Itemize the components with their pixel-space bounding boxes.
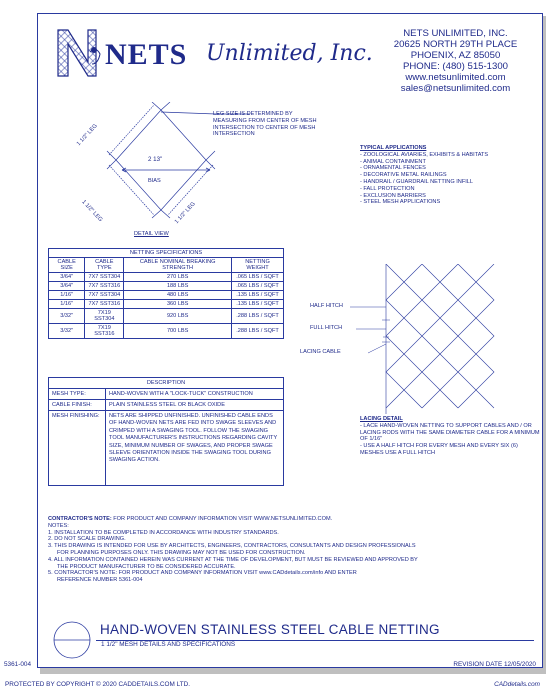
application-item: - HANDRAIL / GUARDRAIL NETTING INFILL (360, 178, 474, 185)
section-circle (52, 620, 92, 660)
table-cell: 7X7 SST304 (85, 273, 124, 282)
reference-number: 5361-004 (4, 661, 32, 668)
table-row (49, 282, 284, 291)
table-cell: .065 LBS / SQFT (232, 273, 284, 282)
specs-title: NETTING SPECIFICATIONS (49, 249, 284, 258)
brand-unlimited: Unlimited, Inc. (206, 41, 373, 66)
company-phone: PHONE: (480) 515-1300 (402, 61, 509, 72)
mesh-type-label: MESH TYPE: (49, 389, 106, 400)
col-header: CABLE SIZE (49, 258, 85, 273)
table-cell: .065 LBS / SQFT (232, 282, 284, 291)
company-address-line2: PHOENIX, AZ 85050 (410, 50, 501, 61)
company-address-block (368, 28, 543, 94)
note-item: 2. DO NOT SCALE DRAWING. (48, 536, 126, 543)
mesh-finishing-label: MESH FINISHING: (49, 411, 106, 486)
caddetails-site[interactable]: CADdetails.com (494, 681, 540, 688)
table-cell: .288 LBS / SQFT (232, 309, 284, 324)
mesh-finishing-value: NETS ARE SHIPPED UNFINISHED. UNFINISHED CABLE ENDS OF HAND-WOVEN NETS ARE FED INTO SWAGE SLEEVES AND CRIMPED WITH A SWAGING TOOL. FOLLOW THE SWAGING TOOL MANUFACTURER'S INSTRUCTIONS REGARDING CAVITY SIZE, MINIMUM NUMBER OF SWAGES, AND PROPER SWAGE SLEEVE ORIENTATION INSIDE THE SWAGING TOOL DURING SWAGING ACTION. (106, 411, 284, 486)
application-item: - ANIMAL CONTAINMENT (360, 158, 426, 165)
table-row (49, 324, 284, 339)
table-cell: 3/32" (49, 324, 85, 339)
application-item: - STEEL MESH APPLICATIONS (360, 199, 441, 206)
note-item: 4. ALL INFORMATION CONTAINED HEREIN WAS CURRENT AT THE TIME OF DEVELOPMENT, BUT MUST BE REVIEWED AND APPROVED BY (48, 556, 418, 563)
description-title: DESCRIPTION (49, 378, 284, 389)
table-cell: .288 LBS / SQFT (232, 324, 284, 339)
drawing-subtitle: 1 1/2" MESH DETAILS AND SPECIFICATIONS (101, 641, 236, 648)
drawing-title: HAND-WOVEN STAINLESS STEEL CABLE NETTING (100, 622, 440, 637)
lacing-detail (360, 416, 540, 457)
col-header: CABLE NOMINAL BREAKING STRENGTH (124, 258, 232, 273)
company-address-line1: 20625 NORTH 29TH PLACE (393, 39, 518, 50)
bias-value: 2 13" (148, 156, 163, 163)
table-cell: 480 LBS (124, 291, 232, 300)
table-cell: 3/32" (49, 309, 85, 324)
notes-block (48, 516, 538, 584)
table-row (49, 291, 284, 300)
half-hitch-label: HALF HITCH (310, 303, 343, 309)
table-row (49, 389, 284, 400)
table-cell: 3/64" (49, 282, 85, 291)
cable-finish-label: CABLE FINISH: (49, 400, 106, 411)
note-item: REFERENCE NUMBER 5361-004 (57, 577, 143, 584)
table-cell: 7X19 SST304 (85, 309, 124, 324)
company-email[interactable]: sales@netsunlimited.com (400, 83, 511, 94)
bias-label: BIAS (148, 178, 161, 184)
lacing-item: - USE A HALF HITCH FOR EVERY MESH AND EVERY SIX (6) MESHES USE A FULL HITCH (360, 443, 518, 456)
lacing-detail-title: LACING DETAIL (360, 416, 403, 422)
table-cell: 700 LBS (124, 324, 232, 339)
note-item: 3. THIS DRAWING IS INTENDED FOR USE BY ARCHITECTS, ENGINEERS, CONTRACTORS, CONSULTANTS AND DESIGN PROFESSIONALS (48, 543, 416, 550)
lacing-cable-label: LACING CABLE (300, 349, 341, 355)
lacing-item: - LACE HAND-WOVEN NETTING TO SUPPORT CABLES AND / OR LACING RODS WITH THE SAME DIAMETER CABLE FOR A MINIMUM OF 1/16" (360, 422, 540, 443)
note-item: THE PRODUCT MANUFACTURER TO BE CONSIDERED ACCURATE. (57, 563, 236, 570)
table-cell: 920 LBS (124, 309, 232, 324)
table-cell: 1/16" (49, 291, 85, 300)
application-item: - ORNAMENTAL FENCES (360, 165, 426, 172)
table-cell: 188 LBS (124, 282, 232, 291)
table-row (49, 400, 284, 411)
company-website[interactable]: www.netsunlimited.com (405, 72, 506, 83)
lacing-leaders (338, 304, 388, 364)
netting-specifications-table (48, 248, 284, 339)
description-table (48, 377, 284, 486)
table-cell: 3/64" (49, 273, 85, 282)
col-header: CABLE TYPE (85, 258, 124, 273)
drawing-sheet (4, 13, 543, 668)
brand-nets: NETS (105, 38, 188, 71)
detail-view-caption: DETAIL VIEW (134, 231, 169, 237)
mesh-type-value: HAND-WOVEN WITH A "LOCK-TUCK" CONSTRUCTION (106, 389, 284, 400)
application-item: - FALL PROTECTION (360, 185, 415, 192)
table-cell: 1/16" (49, 300, 85, 309)
table-cell: 270 LBS (124, 273, 232, 282)
application-item: - DECORATIVE METAL RAILINGS (360, 172, 447, 179)
nets-logo-icon (54, 22, 102, 80)
applications-title: TYPICAL APPLICATIONS (360, 145, 427, 151)
table-cell: 7X19 SST316 (85, 324, 124, 339)
table-cell: .135 LBS / SQFT (232, 300, 284, 309)
application-item: - EXCLUSION BARRIERS (360, 192, 426, 199)
company-name: NETS UNLIMITED, INC. (403, 28, 508, 39)
table-row (49, 300, 284, 309)
table-cell: .135 LBS / SQFT (232, 291, 284, 300)
leg-label-top: 1 1/2" LEG (75, 123, 99, 148)
table-row (49, 309, 284, 324)
table-row (49, 411, 284, 486)
leg-size-note: LEG SIZE IS DETERMINED BY MEASURING FROM CENTER OF MESH INTERSECTION TO CENTER OF MESH INTERSECTION (213, 111, 317, 138)
note-item: 5. CONTRACTOR'S NOTE: FOR PRODUCT AND COMPANY INFORMATION VISIT www.CADdetails.com/info AND ENTER (48, 570, 357, 577)
contractor-note-label: CONTRACTOR'S NOTE: (48, 516, 112, 522)
table-cell: 7X7 SST304 (85, 291, 124, 300)
typical-applications (360, 145, 540, 206)
contractor-note-text: FOR PRODUCT AND COMPANY INFORMATION VISIT WWW.NETSUNLIMITED.COM. (113, 516, 333, 522)
application-item: - ZOOLOGICAL AVIARIES, EXHIBITS & HABITATS (360, 151, 489, 158)
note-item: FOR PLANNING PURPOSES ONLY. THIS DRAWING MAY NOT BE USED FOR CONSTRUCTION. (57, 549, 306, 556)
note-item: 1. INSTALLATION TO BE COMPLETED IN ACCORDANCE WITH INDUSTRY STANDARDS. (48, 529, 279, 536)
copyright-text: PROTECTED BY COPYRIGHT © 2020 CADDETAILS.COM LTD. (5, 681, 190, 688)
lacing-drawing (378, 264, 508, 414)
col-header: NETTING WEIGHT (232, 258, 284, 273)
revision-date: REVISION DATE 12/05/2020 (453, 661, 536, 668)
leg-label-left: 1 1/2" LEG (80, 199, 104, 224)
table-cell: 7X7 SST316 (85, 300, 124, 309)
notes-label: NOTES: (48, 522, 69, 529)
leg-label-right: 1 1/2" LEG (173, 201, 197, 226)
table-cell: 360 LBS (124, 300, 232, 309)
cable-finish-value: PLAIN STAINLESS STEEL OR BLACK OXIDE (106, 400, 284, 411)
table-row (49, 273, 284, 282)
full-hitch-label: FULL HITCH (310, 325, 343, 331)
table-cell: 7X7 SST316 (85, 282, 124, 291)
